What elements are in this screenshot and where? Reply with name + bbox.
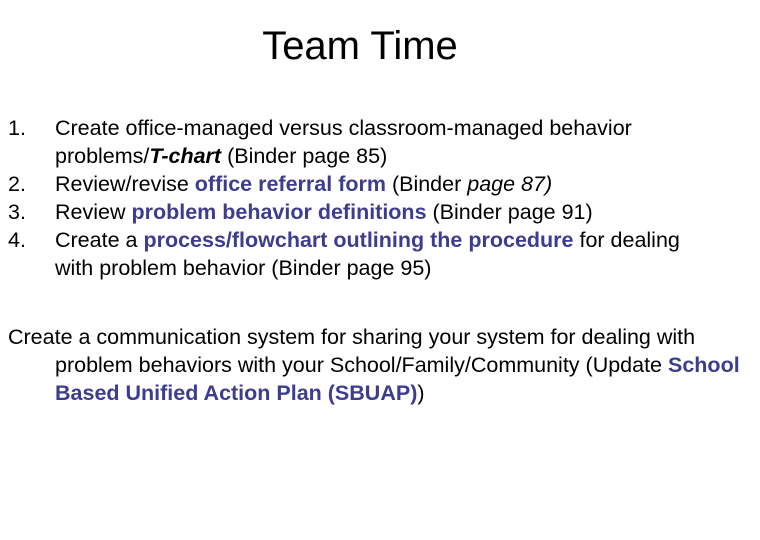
item-text: Review/revise [55, 172, 195, 196]
item-highlight: process/flowchart outlining the procedure [143, 228, 574, 252]
list-item-number: 1. [8, 116, 26, 140]
item-highlight: problem behavior definitions [131, 200, 427, 224]
list-item [8, 114, 713, 170]
item-text: Create office-managed versus classroom-managed behavior problems/ [55, 116, 632, 168]
item-text: (Binder [385, 172, 468, 196]
item-emphasis: T-chart [149, 144, 222, 168]
item-highlight: office referral form [194, 172, 386, 196]
item-text: (Binder page 91) [426, 200, 593, 224]
list-item-number: 3. [8, 200, 26, 224]
list-item-number: 2. [8, 172, 26, 196]
list-item-number: 4. [8, 228, 26, 252]
item-text: for dealing with problem behavior (Binder page 95) [55, 228, 680, 280]
list-item [8, 226, 713, 282]
paragraph-text: ) [417, 381, 425, 405]
task-list [8, 114, 713, 282]
list-item [8, 170, 713, 198]
slide-title: Team Time [262, 24, 458, 68]
list-item [8, 198, 713, 226]
communication-paragraph [8, 323, 760, 407]
item-text: Create a [55, 228, 144, 252]
item-text: Review [55, 200, 132, 224]
item-italic: page 87) [467, 172, 553, 196]
item-text: (Binder page 85) [221, 144, 388, 168]
paragraph-highlight: School Based Unified Action Plan (SBUAP) [55, 353, 740, 405]
paragraph-text: Create a communication system for sharing your system for dealing with problem behaviors with your School/Family/Community (Update [8, 325, 696, 377]
